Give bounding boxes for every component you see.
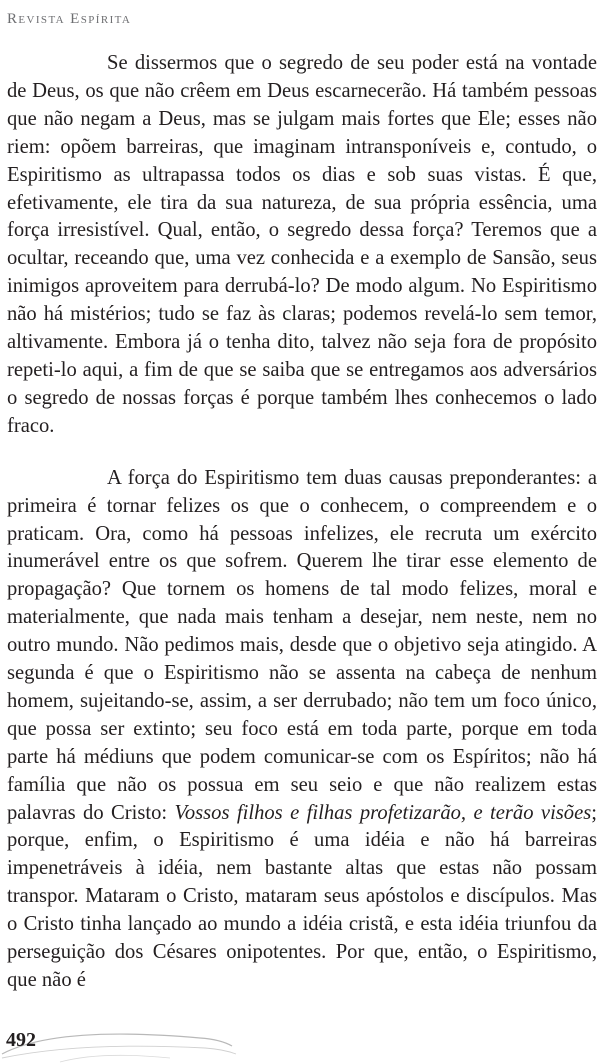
page-body: [7, 50, 597, 995]
paragraph-text: A força do Espiritismo tem duas causas preponderantes: a primeira é tornar felizes os que o conhecem, o compreendem e o praticam. Ora, como há pessoas infelizes, ele recruta um exército inumerável entre os que sofrem. Querem lhe tirar esse elemento de propagação? Que tornem os homens de tal modo felizes, moral e materialmente, que nada mais tenham a desejar, nem neste, nem no outro mundo. Não pedimos mais, desde que o objetivo seja atingido. A segunda é que o Espiritismo não se assenta na cabeça de nenhum homem, sujeitando-se, assim, a ser derrubado; não tem um foco único, que possa ser extinto; seu foco está em toda parte, porque em toda parte há médiuns que podem comunicar-se com os Espíritos; não há família que não os possua em seu seio e que não realizem estas palavras do Cristo:: [7, 466, 597, 824]
decorative-flourish-icon: [0, 1024, 240, 1064]
page-number: 492: [6, 1029, 36, 1051]
paragraph: Se dissermos que o segredo de seu poder está na vontade de Deus, os que não crêem em Deus escarnecerão. Há também pessoas que não negam a Deus, mas se julgam mais fortes que Ele; esses não riem: opõem barreiras, que imaginam intransponíveis e, contudo, o Espiritismo as ultrapassa todos os dias e sob suas vistas. É que, efetivamente, ele tira da sua natureza, de sua própria essência, uma força irresistível. Qual, então, o segredo dessa força? Teremos que a ocultar, receando que, uma vez conhecida e a exemplo de Sansão, seus inimigos aproveitem para derrubá-lo? De modo algum. No Espiritismo não há mistérios; tudo se faz às claras; podemos revelá-lo sem temor, altivamente. Embora já o tenha dito, talvez não seja fora de propósito repeti-lo aqui, a fim de que se saiba que se entregamos aos adversários o segredo de nossas forças é porque também lhes conhecemos o lado fraco.: [7, 52, 597, 437]
paragraph-text: ; porque, enfim, o Espiritismo é uma idéia e não há barreiras impenetráveis à idéia, nem bastante altas que estas não possam transpor. Mataram o Cristo, mataram seus apóstolos e discípulos. Mas o Cristo tinha lançado ao mundo a idéia cristã, e esta idéia triunfou da perseguição dos Césares onipotentes. Por que, então, o Espiritismo, que não é: [7, 801, 597, 991]
running-header: Revista Espírita: [7, 11, 132, 27]
paragraph: [7, 465, 597, 995]
scripture-quote: Vossos filhos e filhas profetizarão, e terão visões: [174, 801, 592, 824]
